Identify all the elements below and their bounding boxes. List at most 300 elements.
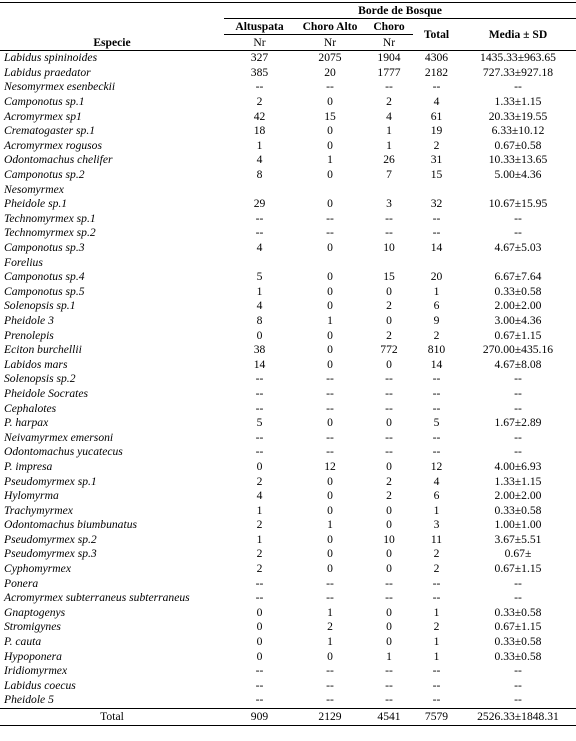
- cell-altuspata: 0: [256, 605, 263, 619]
- table-row: [0, 679, 576, 694]
- cell-altuspata: 0: [256, 635, 263, 649]
- cell-choro-alto: 1: [327, 518, 333, 532]
- cell-choro: --: [385, 445, 393, 459]
- cell-altuspata: 0: [256, 328, 263, 342]
- cell-choro: --: [385, 80, 393, 94]
- cell-mean-sd: --: [514, 664, 522, 678]
- total-choro: 4541: [377, 709, 401, 723]
- cell-altuspata: 18: [253, 124, 266, 138]
- species-name: Pseudomyrmex sp.1: [4, 474, 97, 488]
- table-row: [0, 124, 576, 139]
- cell-choro: --: [385, 591, 393, 605]
- species-name: Stromigynes: [4, 620, 61, 634]
- species-name: Labidos mars: [4, 357, 68, 371]
- species-name: Camponotus sp.2: [4, 168, 85, 182]
- table-row: [0, 66, 576, 81]
- species-name: Acromyrmex sp1: [4, 109, 82, 123]
- species-name: Odontomachus biumbunatus: [4, 518, 138, 532]
- cell-choro: 1: [386, 649, 392, 663]
- cell-choro: --: [385, 430, 393, 444]
- cell-altuspata: 0: [256, 649, 263, 663]
- cell-altuspata: --: [255, 226, 264, 240]
- species-name: Labidus coecus: [4, 678, 76, 692]
- table-row: [0, 518, 576, 533]
- table-row: [0, 328, 576, 343]
- cell-total: --: [432, 591, 441, 605]
- cell-choro-alto: 0: [327, 284, 333, 298]
- table-row: [0, 314, 576, 329]
- cell-mean-sd: 4.67±8.08: [494, 357, 542, 371]
- cell-choro: 0: [386, 284, 392, 298]
- cell-mean-sd: 1435.33±963.65: [480, 51, 556, 65]
- species-name: Hylomyrma: [4, 489, 59, 503]
- cell-total: 2: [433, 562, 440, 576]
- cell-choro: --: [385, 226, 393, 240]
- cell-altuspata: 0: [256, 459, 263, 473]
- cell-choro-alto: 0: [327, 138, 333, 152]
- cell-mean-sd: 0.67±1.15: [494, 620, 542, 634]
- table-row: [0, 635, 576, 650]
- cell-altuspata: 4: [256, 489, 263, 503]
- table-row: [0, 401, 576, 416]
- table-row: [0, 153, 576, 168]
- cell-mean-sd: --: [514, 678, 522, 692]
- cell-choro-alto: --: [326, 211, 334, 225]
- cell-total: --: [432, 576, 441, 590]
- cell-choro: --: [385, 664, 393, 678]
- col-header-mean-sd: Media ± SD: [488, 27, 548, 41]
- cell-altuspata: 5: [256, 270, 263, 284]
- cell-choro-alto: 0: [327, 474, 333, 488]
- cell-choro: --: [385, 693, 393, 707]
- cell-choro-alto: 0: [327, 197, 333, 211]
- cell-mean-sd: 1.00±1.00: [494, 518, 542, 532]
- cell-choro-alto: 0: [327, 649, 333, 663]
- species-name: Camponotus sp.1: [4, 95, 85, 109]
- cell-mean-sd: 1.67±2.89: [494, 416, 542, 430]
- cell-choro: 2: [386, 328, 392, 342]
- cell-mean-sd: --: [514, 576, 522, 590]
- table-row: [0, 445, 576, 460]
- cell-total: 3: [433, 518, 440, 532]
- cell-choro-alto: 0: [327, 328, 333, 342]
- species-name: Eciton burchellii: [4, 343, 82, 357]
- cell-choro-alto: 12: [324, 459, 336, 473]
- table-row: [0, 547, 576, 562]
- cell-choro: 2: [386, 489, 392, 503]
- cell-total: --: [432, 80, 441, 94]
- table-row: [0, 606, 576, 621]
- species-name: Neivamyrmex emersoni: [4, 430, 114, 444]
- cell-altuspata: 1: [256, 284, 263, 298]
- cell-total: 2: [433, 620, 440, 634]
- species-name: Labidus praedator: [4, 65, 91, 79]
- cell-choro: 0: [386, 357, 392, 371]
- table-row: [0, 533, 576, 548]
- cell-choro-alto: --: [326, 226, 334, 240]
- species-name: Odontomachus chelifer: [4, 153, 113, 167]
- cell-altuspata: 1: [256, 532, 263, 546]
- species-name: Pseudomyrmex sp.3: [4, 547, 97, 561]
- species-name: Odontomachus yucatecus: [4, 445, 123, 459]
- cell-altuspata: --: [255, 386, 264, 400]
- cell-choro: 1: [386, 138, 392, 152]
- cell-altuspata: 4: [256, 241, 263, 255]
- table-row: [0, 576, 576, 591]
- cell-total: 61: [430, 109, 443, 123]
- cell-altuspata: [224, 182, 295, 197]
- table-row: [0, 357, 576, 372]
- cell-choro-alto: --: [326, 401, 334, 415]
- species-name: P. impresa: [4, 459, 53, 473]
- species-name: Gnaptogenys: [4, 605, 66, 619]
- cell-choro: 2: [386, 299, 392, 313]
- cell-choro-alto: 0: [327, 532, 333, 546]
- cell-altuspata: 5: [256, 416, 263, 430]
- cell-mean-sd: 3.00±4.36: [494, 313, 542, 327]
- cell-choro-alto: 0: [327, 270, 333, 284]
- cell-altuspata: --: [255, 678, 264, 692]
- cell-choro-alto: --: [326, 591, 334, 605]
- cell-choro: 0: [386, 503, 392, 517]
- cell-choro-alto: 15: [324, 109, 336, 123]
- cell-total: 1: [433, 503, 440, 517]
- table-row: [0, 620, 576, 635]
- cell-choro: 10: [383, 532, 395, 546]
- cell-altuspata: [224, 255, 295, 270]
- species-name: Pheidole 3: [4, 313, 54, 327]
- cell-choro-alto: 0: [327, 241, 333, 255]
- cell-mean-sd: 0.67±: [504, 547, 532, 561]
- cell-choro: 1: [386, 124, 392, 138]
- table-row: [0, 416, 576, 431]
- unit-choro: Nr: [382, 35, 396, 49]
- totals-label: Total: [100, 709, 124, 723]
- cell-mean-sd: 0.33±0.58: [494, 635, 542, 649]
- cell-mean-sd: --: [514, 591, 522, 605]
- col-header-total: Total: [423, 27, 450, 41]
- species-name: Pseudomyrmex sp.2: [4, 532, 97, 546]
- cell-mean-sd: [460, 182, 576, 197]
- cell-total: 2: [433, 547, 440, 561]
- cell-total: --: [432, 430, 441, 444]
- cell-choro: --: [385, 386, 393, 400]
- cell-total: 1: [433, 605, 440, 619]
- cell-choro-alto: --: [326, 386, 334, 400]
- species-name: P. cauta: [4, 635, 42, 649]
- cell-total: 1: [433, 635, 440, 649]
- species-name: Acromyrmex subterraneus subterraneus: [4, 591, 190, 605]
- species-name: Nesomyrmex esenbeckii: [4, 80, 116, 94]
- cell-choro-alto: 0: [327, 299, 333, 313]
- cell-total: 32: [430, 197, 443, 211]
- cell-total: 1: [433, 649, 440, 663]
- table-row: [0, 270, 576, 285]
- col-header-choro: Choro: [365, 19, 413, 35]
- species-name: Acromyrmex rogusos: [4, 138, 102, 152]
- cell-total: 2182: [424, 65, 449, 79]
- cell-choro-alto: [295, 182, 365, 197]
- cell-total: 19: [430, 124, 443, 138]
- cell-total: --: [432, 678, 441, 692]
- cell-mean-sd: 270.00±435.16: [482, 343, 554, 357]
- cell-mean-sd: --: [514, 372, 522, 386]
- table-row: [0, 255, 576, 270]
- cell-altuspata: 8: [256, 313, 263, 327]
- cell-mean-sd: --: [514, 386, 522, 400]
- cell-mean-sd: --: [514, 430, 522, 444]
- cell-mean-sd: 10.67±15.95: [488, 197, 548, 211]
- cell-altuspata: 385: [250, 65, 269, 79]
- cell-choro: 15: [383, 270, 395, 284]
- header-row-group: [0, 3, 576, 19]
- cell-total: 2: [433, 328, 440, 342]
- species-name: Pheidole 5: [4, 693, 54, 707]
- cell-altuspata: --: [255, 80, 264, 94]
- cell-total: --: [432, 664, 441, 678]
- cell-mean-sd: --: [514, 211, 522, 225]
- cell-choro: 0: [386, 562, 392, 576]
- table-row: [0, 241, 576, 256]
- cell-choro: 1904: [377, 51, 401, 65]
- species-name: Technomyrmex sp.1: [4, 211, 96, 225]
- table-row: [0, 343, 576, 358]
- cell-choro-alto: 1: [327, 153, 333, 167]
- total-total: 7579: [424, 709, 449, 723]
- cell-altuspata: --: [255, 664, 264, 678]
- cell-choro-alto: [295, 255, 365, 270]
- cell-mean-sd: 6.33±10.12: [491, 124, 545, 138]
- cell-altuspata: 2: [256, 95, 263, 109]
- cell-mean-sd: 5.00±4.36: [494, 168, 542, 182]
- table-row: [0, 591, 576, 606]
- cell-total: 4306: [424, 51, 449, 65]
- cell-altuspata: 42: [253, 109, 266, 123]
- species-name: P. harpax: [4, 416, 49, 430]
- cell-choro-alto: 0: [327, 416, 333, 430]
- unit-choro-alto: Nr: [323, 35, 337, 49]
- cell-mean-sd: --: [514, 693, 522, 707]
- cell-altuspata: 1: [256, 138, 263, 152]
- col-header-altuspata: Altuspata: [224, 19, 295, 35]
- species-name: Pheidole sp.1: [4, 197, 68, 211]
- species-name: Cephalotes: [4, 401, 57, 415]
- species-name: Crematogaster sp.1: [4, 124, 96, 138]
- table-row: [0, 460, 576, 475]
- species-name: Cyphomyrmex: [4, 562, 71, 576]
- cell-altuspata: 2: [256, 518, 263, 532]
- cell-mean-sd: 4.00±6.93: [494, 459, 542, 473]
- table-row: [0, 664, 576, 679]
- cell-choro: --: [385, 211, 393, 225]
- table-row: [0, 80, 576, 95]
- cell-choro: 1777: [377, 65, 401, 79]
- cell-altuspata: --: [255, 401, 264, 415]
- cell-choro: [365, 255, 413, 270]
- cell-choro: --: [385, 372, 393, 386]
- cell-choro: 3: [386, 197, 392, 211]
- cell-total: 4: [433, 95, 440, 109]
- cell-total: [413, 255, 460, 270]
- cell-choro-alto: --: [326, 445, 334, 459]
- table-row: [0, 430, 576, 445]
- cell-choro: 10: [383, 241, 395, 255]
- totals-row: [0, 708, 576, 725]
- species-name: Camponotus sp.3: [4, 241, 85, 255]
- cell-choro: 772: [380, 343, 398, 357]
- cell-choro-alto: 0: [327, 168, 333, 182]
- cell-altuspata: 4: [256, 299, 263, 313]
- total-choro-alto: 2129: [318, 709, 342, 723]
- cell-choro-alto: 0: [327, 503, 333, 517]
- cell-total: 11: [430, 532, 443, 546]
- species-column-header: Especie: [93, 36, 131, 49]
- cell-altuspata: 2: [256, 547, 263, 561]
- cell-altuspata: 38: [253, 343, 266, 357]
- cell-choro-alto: 1: [327, 635, 333, 649]
- species-name: Solenopsis sp.2: [4, 372, 76, 386]
- cell-mean-sd: 3.67±5.51: [494, 532, 542, 546]
- cell-total: 15: [430, 168, 443, 182]
- cell-total: [413, 182, 460, 197]
- table-row: [0, 182, 576, 197]
- cell-altuspata: 0: [256, 620, 263, 634]
- cell-mean-sd: 0.33±0.58: [494, 503, 542, 517]
- cell-choro-alto: --: [326, 80, 334, 94]
- cell-choro: 0: [386, 635, 392, 649]
- species-name: Solenopsis sp.1: [4, 299, 76, 313]
- cell-choro-alto: 20: [324, 65, 336, 79]
- cell-total: --: [432, 401, 441, 415]
- species-name: Hypoponera: [4, 649, 62, 663]
- cell-choro: --: [385, 401, 393, 415]
- cell-choro: 0: [386, 313, 392, 327]
- total-altuspata: 909: [250, 709, 269, 723]
- cell-total: 12: [430, 459, 443, 473]
- cell-total: 14: [430, 241, 443, 255]
- cell-mean-sd: 10.33±13.65: [488, 153, 548, 167]
- cell-choro-alto: 0: [327, 343, 333, 357]
- cell-choro: 0: [386, 459, 392, 473]
- cell-choro: 26: [383, 153, 395, 167]
- species-name: Nesomyrmex: [4, 182, 64, 196]
- cell-total: --: [432, 693, 441, 707]
- cell-total: --: [432, 226, 441, 240]
- table-row: [0, 109, 576, 124]
- cell-choro: 2: [386, 474, 392, 488]
- cell-choro: 0: [386, 605, 392, 619]
- cell-altuspata: 1: [256, 503, 263, 517]
- cell-altuspata: 2: [256, 474, 263, 488]
- cell-choro-alto: 0: [327, 562, 333, 576]
- cell-mean-sd: --: [514, 80, 522, 94]
- cell-total: 20: [430, 270, 443, 284]
- cell-choro: 0: [386, 518, 392, 532]
- cell-mean-sd: 2.00±2.00: [494, 489, 542, 503]
- cell-mean-sd: 1.33±1.15: [494, 474, 542, 488]
- table-row: [0, 387, 576, 402]
- cell-choro-alto: 0: [327, 124, 333, 138]
- species-name: Ponera: [4, 576, 39, 590]
- cell-choro-alto: --: [326, 430, 334, 444]
- cell-mean-sd: 0.33±0.58: [494, 284, 542, 298]
- cell-altuspata: --: [255, 372, 264, 386]
- cell-altuspata: 14: [253, 357, 266, 371]
- cell-choro-alto: --: [326, 693, 334, 707]
- cell-mean-sd: 20.33±19.55: [488, 109, 548, 123]
- cell-choro: 0: [386, 416, 392, 430]
- cell-mean-sd: --: [514, 445, 522, 459]
- cell-total: 2: [433, 138, 440, 152]
- table-row: [0, 503, 576, 518]
- table-row: [0, 285, 576, 300]
- table-row: [0, 226, 576, 241]
- table-row: [0, 489, 576, 504]
- species-name: Labidus spininoides: [4, 51, 98, 65]
- table-row: [0, 168, 576, 183]
- cell-altuspata: 327: [250, 51, 269, 65]
- cell-mean-sd: 1.33±1.15: [494, 95, 542, 109]
- cell-choro: --: [385, 678, 393, 692]
- table-row: [0, 95, 576, 110]
- total-mean-sd: 2526.33±1848.31: [477, 709, 559, 723]
- cell-altuspata: --: [255, 591, 264, 605]
- species-name: Technomyrmex sp.2: [4, 226, 96, 240]
- cell-choro-alto: 2: [327, 620, 333, 634]
- species-name: Iridiomyrmex: [4, 664, 68, 678]
- cell-mean-sd: 0.33±0.58: [494, 649, 542, 663]
- cell-mean-sd: 0.67±0.58: [494, 138, 542, 152]
- cell-mean-sd: 0.33±0.58: [494, 605, 542, 619]
- cell-total: --: [432, 445, 441, 459]
- table-row: [0, 299, 576, 314]
- cell-mean-sd: 2.00±2.00: [494, 299, 542, 313]
- cell-choro: 7: [386, 168, 392, 182]
- cell-choro-alto: 1: [327, 605, 333, 619]
- cell-choro-alto: 0: [327, 95, 333, 109]
- cell-mean-sd: 0.67±1.15: [494, 562, 542, 576]
- species-name: Forelius: [4, 255, 43, 269]
- cell-choro-alto: --: [326, 372, 334, 386]
- cell-choro-alto: 0: [327, 357, 333, 371]
- cell-altuspata: 4: [256, 153, 263, 167]
- cell-choro-alto: --: [326, 678, 334, 692]
- cell-total: 31: [430, 153, 443, 167]
- species-name: Pheidole Socrates: [4, 386, 89, 400]
- cell-mean-sd: 0.67±1.15: [494, 328, 542, 342]
- cell-choro-alto: 0: [327, 547, 333, 561]
- unit-altuspata: Nr: [253, 35, 266, 49]
- species-name: Camponotus sp.4: [4, 270, 85, 284]
- cell-total: 5: [433, 416, 440, 430]
- cell-choro: 4: [386, 109, 392, 123]
- col-header-choro-alto: Choro Alto: [295, 19, 365, 35]
- cell-mean-sd: --: [514, 401, 522, 415]
- cell-choro: [365, 182, 413, 197]
- table-row: [0, 197, 576, 212]
- cell-total: 6: [433, 489, 440, 503]
- table-row: [0, 139, 576, 154]
- cell-altuspata: 2: [256, 562, 263, 576]
- cell-choro-alto: 2075: [318, 51, 342, 65]
- table-row: [0, 562, 576, 577]
- cell-total: 9: [433, 313, 440, 327]
- cell-total: 6: [433, 299, 440, 313]
- cell-altuspata: --: [255, 693, 264, 707]
- species-name: Camponotus sp.5: [4, 284, 85, 298]
- cell-total: 4: [433, 474, 440, 488]
- cell-altuspata: 29: [253, 197, 266, 211]
